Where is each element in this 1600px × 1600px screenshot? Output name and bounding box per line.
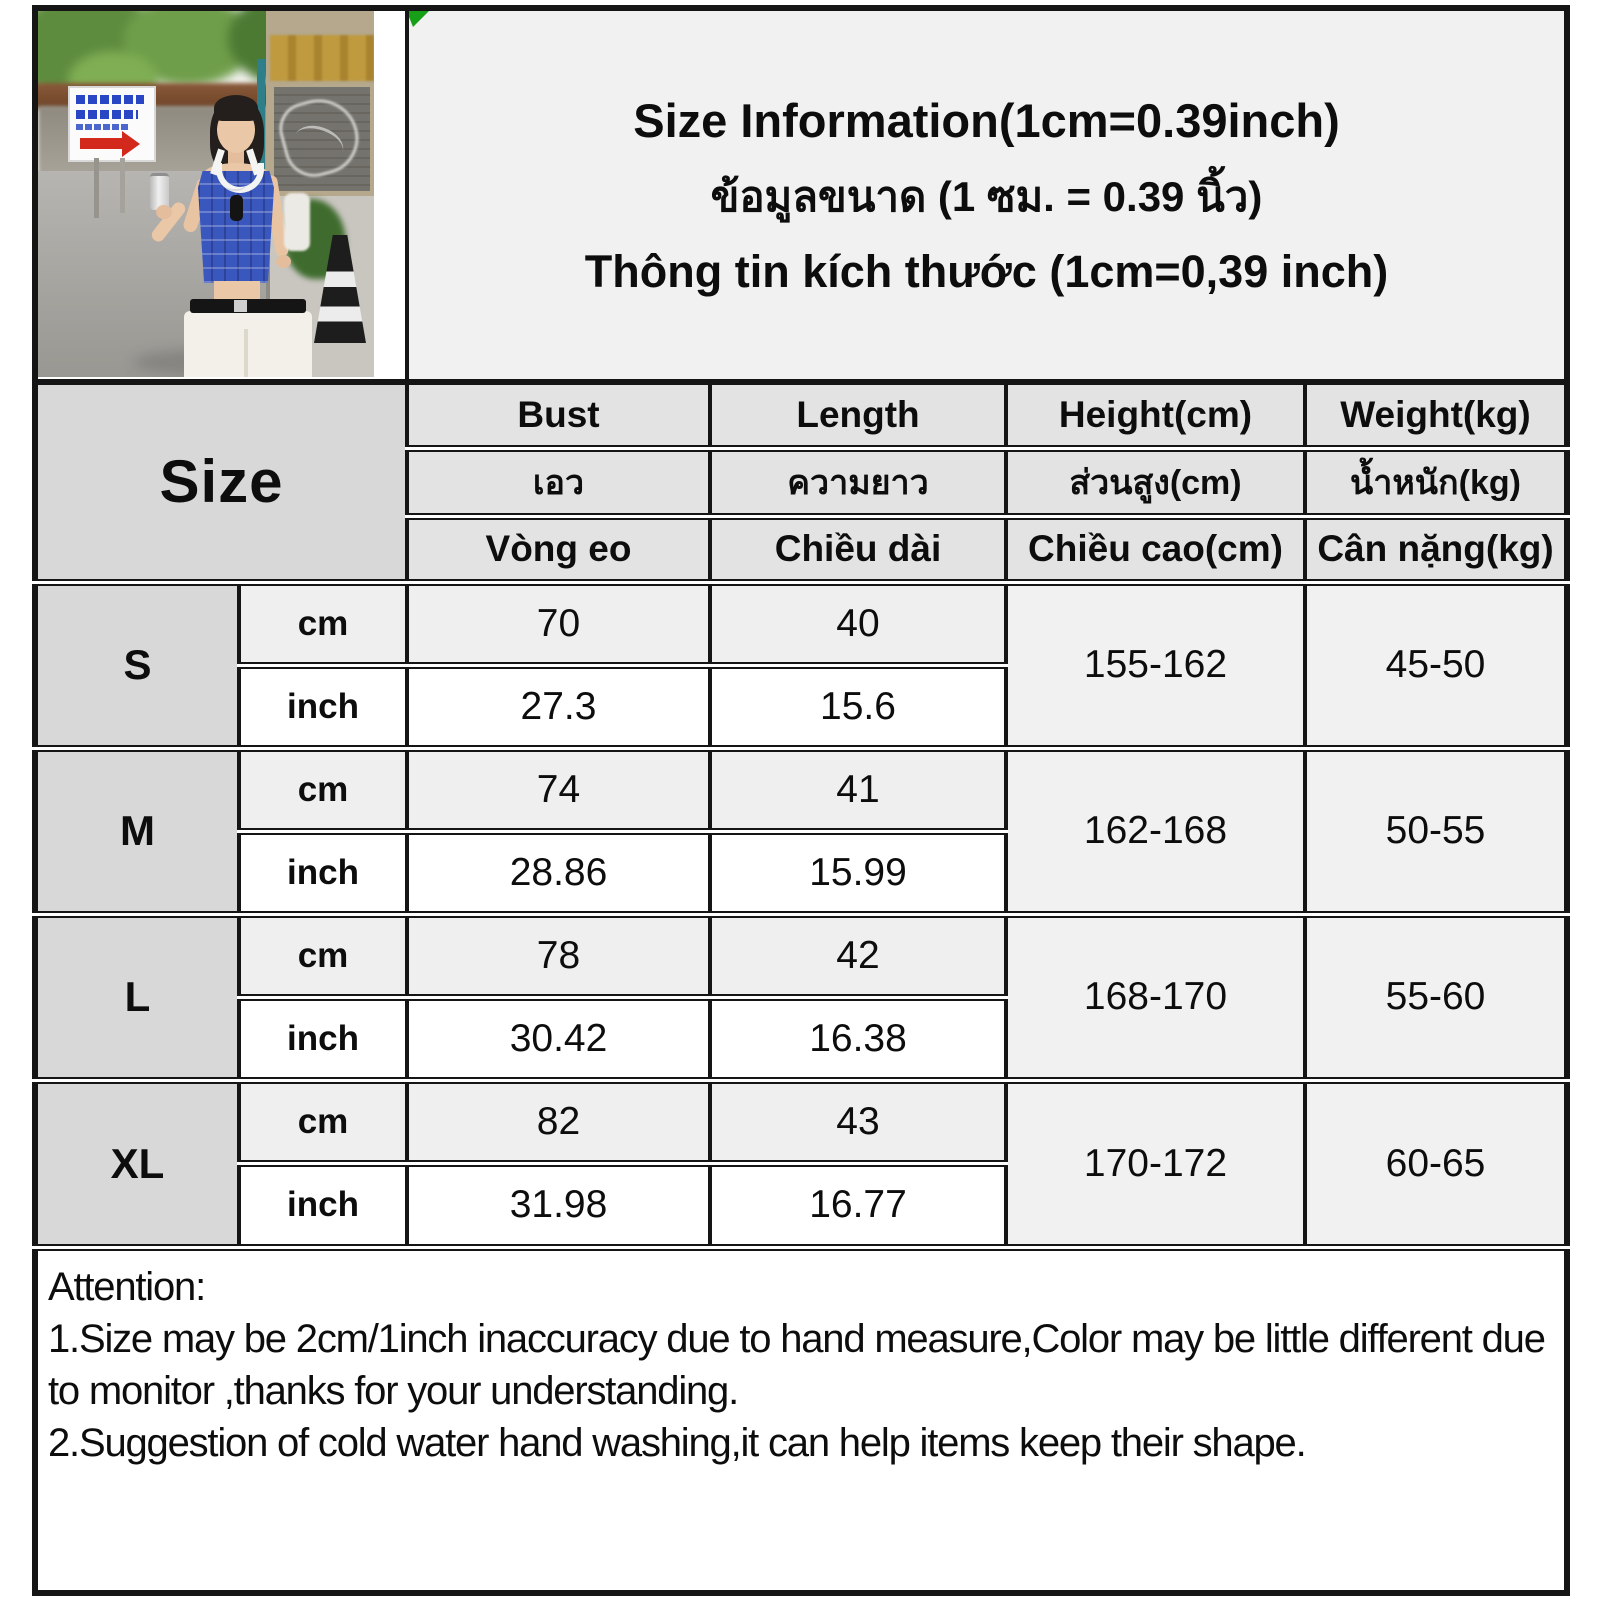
xl-length-inch: 16.77 bbox=[710, 1163, 1006, 1247]
col-header-bust-en: Bust bbox=[407, 382, 710, 448]
table-row bbox=[35, 582, 1567, 665]
col-header-height-th: ส่วนสูง(cm) bbox=[1006, 448, 1305, 516]
shop-signboard bbox=[270, 35, 374, 81]
size-chart-sheet bbox=[32, 5, 1570, 1596]
unit-label-cm: cm bbox=[239, 748, 407, 831]
attention-heading: Attention: bbox=[48, 1264, 206, 1309]
sign-text-row bbox=[76, 124, 128, 130]
m-length-inch: 15.99 bbox=[710, 831, 1006, 914]
col-header-height-vi: Chiều cao(cm) bbox=[1006, 516, 1305, 582]
col-header-weight-vi: Cân nặng(kg) bbox=[1305, 516, 1567, 582]
size-chart-table bbox=[32, 5, 1570, 1596]
l-bust-cm: 78 bbox=[407, 914, 710, 997]
unit-label-inch: inch bbox=[239, 831, 407, 914]
m-height-range: 162-168 bbox=[1006, 748, 1305, 914]
col-header-height-en: Height(cm) bbox=[1006, 382, 1305, 448]
title-thai: ข้อมูลขนาด (1 ซม. = 0.39 นิ้ว) bbox=[710, 172, 1263, 220]
size-corner-header: Size bbox=[35, 382, 407, 582]
m-weight-range: 50-55 bbox=[1305, 748, 1567, 914]
table-row bbox=[35, 914, 1567, 997]
col-header-weight-th: น้ำหนัก(kg) bbox=[1305, 448, 1567, 516]
table-row bbox=[35, 1080, 1567, 1163]
sign-text-row bbox=[76, 95, 144, 104]
col-header-bust-vi: Vòng eo bbox=[407, 516, 710, 582]
unit-label-cm: cm bbox=[239, 914, 407, 997]
l-length-inch: 16.38 bbox=[710, 997, 1006, 1080]
size-label-l: L bbox=[35, 914, 239, 1080]
s-weight-range: 45-50 bbox=[1305, 582, 1567, 748]
model-hand bbox=[276, 255, 291, 268]
necklace bbox=[224, 179, 246, 191]
sign-text-row bbox=[76, 110, 138, 119]
shoulder-bag bbox=[284, 193, 310, 251]
green-corner-marker bbox=[407, 8, 433, 27]
size-label-m: M bbox=[35, 748, 239, 914]
xl-length-cm: 43 bbox=[710, 1080, 1006, 1163]
s-height-range: 155-162 bbox=[1006, 582, 1305, 748]
attention-note-2: 2.Suggestion of cold water hand washing,it can help items keep their shape. bbox=[48, 1420, 1306, 1465]
hanging-sunglasses bbox=[230, 195, 243, 221]
size-label-s: S bbox=[35, 582, 239, 748]
col-header-length-th: ความยาว bbox=[710, 448, 1006, 516]
m-length-cm: 41 bbox=[710, 748, 1006, 831]
model-midriff bbox=[214, 281, 260, 301]
l-length-cm: 42 bbox=[710, 914, 1006, 997]
unit-label-cm: cm bbox=[239, 1080, 407, 1163]
red-arrow bbox=[80, 138, 122, 149]
unit-label-inch: inch bbox=[239, 997, 407, 1080]
title-block bbox=[409, 93, 1564, 298]
l-height-range: 168-170 bbox=[1006, 914, 1305, 1080]
unit-label-inch: inch bbox=[239, 1163, 407, 1247]
unit-label-inch: inch bbox=[239, 665, 407, 748]
m-bust-cm: 74 bbox=[407, 748, 710, 831]
xl-bust-cm: 82 bbox=[407, 1080, 710, 1163]
sign-post bbox=[94, 158, 99, 218]
metal-shutter bbox=[274, 87, 370, 191]
model-hand bbox=[156, 205, 172, 219]
m-bust-inch: 28.86 bbox=[407, 831, 710, 914]
sign-post bbox=[120, 158, 125, 213]
s-length-cm: 40 bbox=[710, 582, 1006, 665]
product-photo bbox=[38, 11, 374, 377]
model-hair bbox=[214, 95, 258, 121]
s-bust-inch: 27.3 bbox=[407, 665, 710, 748]
xl-height-range: 170-172 bbox=[1006, 1080, 1305, 1247]
col-header-weight-en: Weight(kg) bbox=[1305, 382, 1567, 448]
title-english: Size Information(1cm=0.39inch) bbox=[633, 93, 1340, 147]
belt-buckle bbox=[234, 300, 247, 312]
red-arrow-head bbox=[122, 131, 140, 157]
black-belt bbox=[190, 299, 306, 313]
l-bust-inch: 30.42 bbox=[407, 997, 710, 1080]
product-photo-cell bbox=[35, 8, 407, 382]
xl-bust-inch: 31.98 bbox=[407, 1163, 710, 1247]
unit-label-cm: cm bbox=[239, 582, 407, 665]
attention-notes-cell bbox=[35, 1247, 1567, 1593]
pants-seam bbox=[244, 329, 248, 377]
title-vietnamese: Thông tin kích thước (1cm=0,39 inch) bbox=[584, 245, 1389, 297]
white-pants bbox=[184, 311, 312, 377]
attention-note-1: 1.Size may be 2cm/1inch inaccuracy due to hand measure,Color may be little different due to monitor ,thanks for your understanding. bbox=[48, 1316, 1545, 1413]
col-header-length-en: Length bbox=[710, 382, 1006, 448]
size-label-xl: XL bbox=[35, 1080, 239, 1247]
s-bust-cm: 70 bbox=[407, 582, 710, 665]
title-cell bbox=[407, 8, 1567, 382]
col-header-bust-th: เอว bbox=[407, 448, 710, 516]
direction-sign bbox=[68, 86, 156, 162]
table-row bbox=[35, 748, 1567, 831]
s-length-inch: 15.6 bbox=[710, 665, 1006, 748]
xl-weight-range: 60-65 bbox=[1305, 1080, 1567, 1247]
l-weight-range: 55-60 bbox=[1305, 914, 1567, 1080]
col-header-length-vi: Chiều dài bbox=[710, 516, 1006, 582]
